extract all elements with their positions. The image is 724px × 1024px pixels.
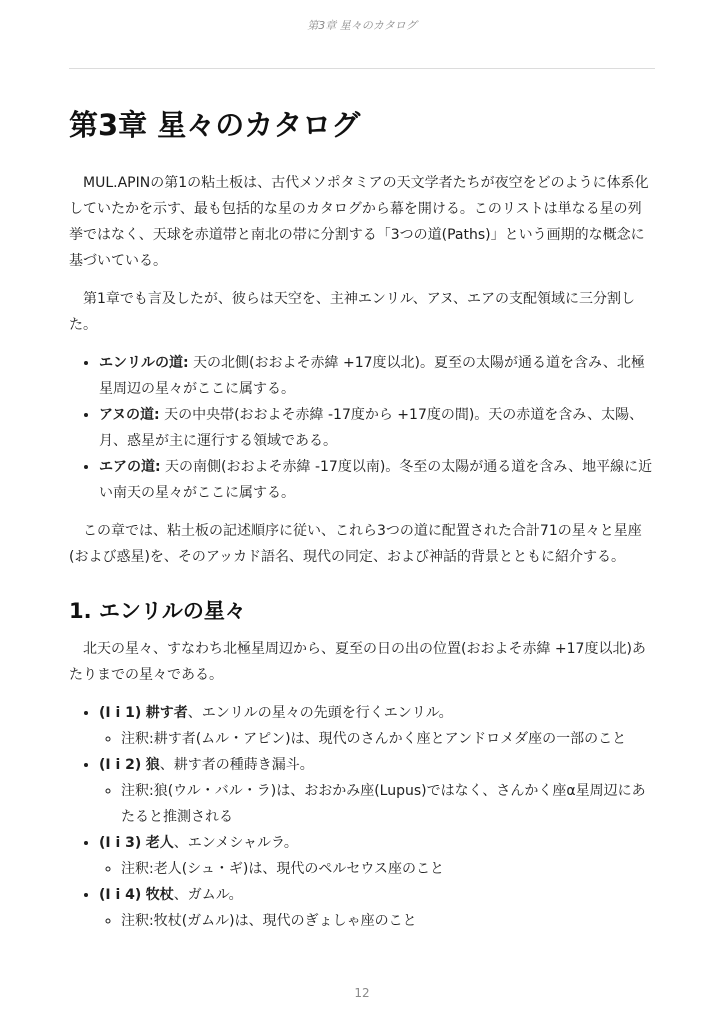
star-name: 狼 — [145, 757, 160, 773]
star-description: 、エンメシャルラ。 — [173, 835, 298, 851]
section-intro: 北天の星々、すなわち北極星周辺から、夏至の日の出の位置(おおよそ赤緯 +17度以北)あたりまでの星々である。 — [69, 641, 646, 683]
star-item — [99, 752, 655, 830]
path-description: 天の北側(おおよそ赤緯 +17度以北)。夏至の太陽が通る道を含み、北極星周辺の星々がここに属する。 — [99, 355, 645, 397]
star-description: 、ガムル。 — [173, 887, 243, 903]
path-item-enlil — [99, 350, 655, 402]
star-name: 老人 — [145, 835, 174, 851]
path-name: エアの道: — [99, 459, 161, 475]
star-id: (I i 3) — [99, 835, 142, 851]
star-id: (I i 4) — [99, 887, 142, 903]
star-name: 牧杖 — [145, 887, 174, 903]
star-item — [99, 830, 655, 882]
star-note: ◦ 注釈:老人(シュ・ギ)は、現代のペルセウス座のこと — [121, 856, 655, 882]
star-note-list — [99, 778, 655, 830]
star-item — [99, 882, 655, 934]
path-name: エンリルの道: — [99, 355, 189, 371]
intro-paragraph-1: MUL.APINの第1の粘土板は、古代メソポタミアの天文学者たちが夜空をどのように体系化していたかを示す、最も包括的な星のカタログから幕を開ける。このリストは単なる星の列挙ではなく、天球を赤道帯と南北の帯に分割する「3つの道(Paths)」という画期的な概念に基づいている。 — [69, 175, 649, 269]
path-name: アヌの道: — [99, 407, 160, 423]
page-content — [69, 100, 655, 946]
section-title: 1. エンリルの星々 — [69, 599, 246, 623]
path-description: 天の中央帯(おおよそ赤緯 -17度から +17度の間)。天の赤道を含み、太陽、月、惑星が主に運行する領域である。 — [99, 407, 644, 449]
star-note: ◦ 注釈:耕す者(ムル・アピン)は、現代のさんかく座とアンドロメダ座の一部のこと — [121, 726, 655, 752]
running-header: 第3章 星々のカタログ — [307, 19, 417, 32]
star-description: 、エンリルの星々の先頭を行くエンリル。 — [187, 705, 453, 721]
star-id: (I i 2) — [99, 757, 142, 773]
path-description: 天の南側(おおよそ赤緯 -17度以南)。冬至の太陽が通る道を含み、地平線に近い南天の星々がここに属する。 — [99, 459, 653, 501]
intro-paragraph-2: 第1章でも言及したが、彼らは天空を、主神エンリル、アヌ、エアの支配領域に三分割した。 — [69, 291, 635, 333]
star-note-list — [99, 856, 655, 882]
star-list — [69, 700, 655, 934]
star-name: 耕す者 — [145, 705, 188, 721]
star-note: ◦ 注釈:牧杖(ガムル)は、現代のぎょしゃ座のこと — [121, 908, 655, 934]
header-rule — [69, 68, 655, 69]
paths-list — [69, 350, 655, 506]
star-note: ◦ 注釈:狼(ウル・バル・ラ)は、おおかみ座(Lupus)ではなく、さんかく座α星周辺にあたると推測される — [121, 778, 655, 830]
chapter-title: 第3章 星々のカタログ — [69, 108, 361, 142]
star-item — [99, 700, 655, 752]
star-description: 、耕す者の種蒔き漏斗。 — [159, 757, 314, 773]
star-id: (I i 1) — [99, 705, 142, 721]
star-note-list — [99, 908, 655, 934]
page-number: 12 — [354, 986, 370, 1000]
chapter-summary: この章では、粘土板の記述順序に従い、これら3つの道に配置された合計71の星々と星座(および惑星)を、そのアッカド語名、現代の同定、および神話的背景とともに紹介する。 — [69, 523, 642, 565]
path-item-ea — [99, 454, 655, 506]
star-note-list — [99, 726, 655, 752]
path-item-anu — [99, 402, 655, 454]
